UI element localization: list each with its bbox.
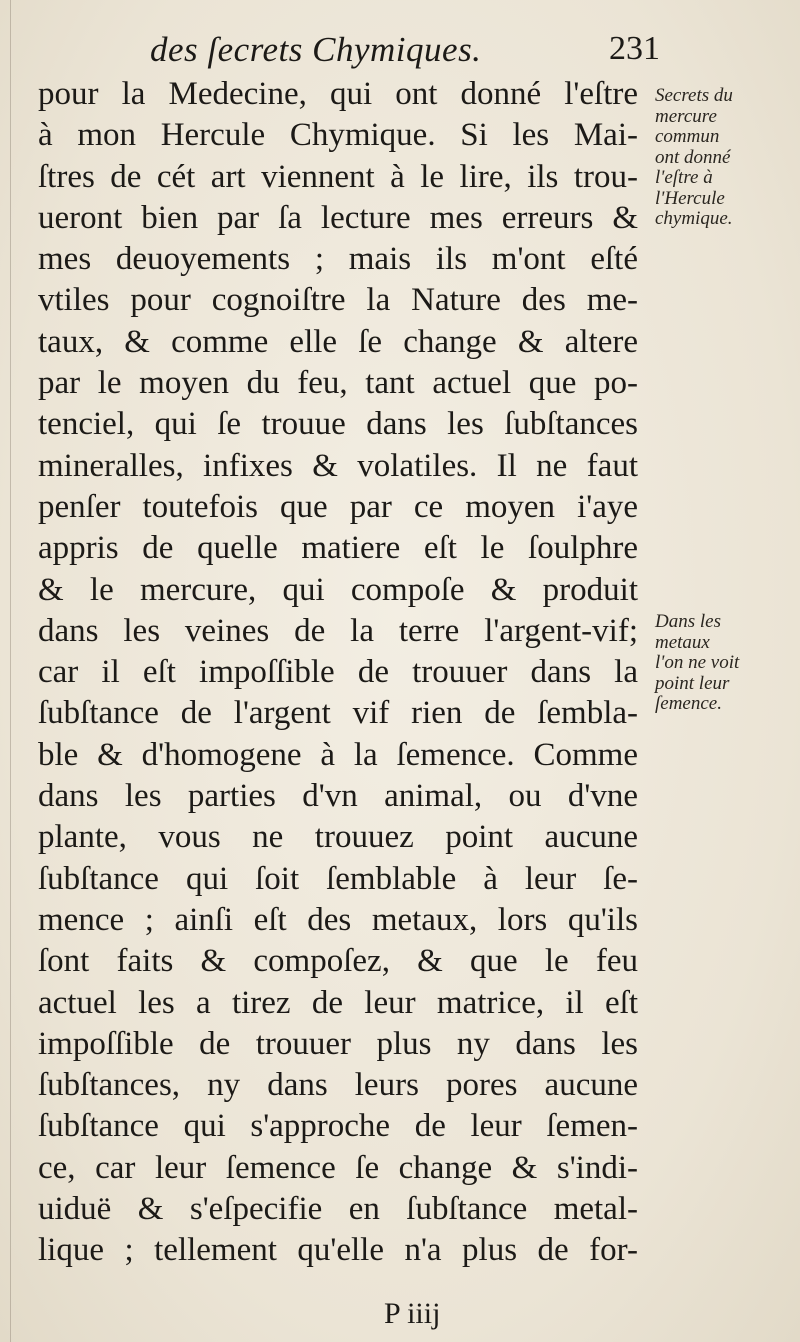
text-line: car il eſt impoſſible de trouuer dans la bbox=[38, 654, 638, 691]
page-header bbox=[150, 30, 660, 80]
margin-note-line: l'on ne voit bbox=[655, 652, 740, 673]
margin-note-line: l'Hercule bbox=[655, 187, 725, 209]
margin-note-line: Dans les bbox=[655, 611, 721, 632]
body-text bbox=[38, 74, 638, 1272]
page-edge-line bbox=[10, 0, 11, 1342]
margin-note bbox=[655, 612, 795, 715]
text-line: uiduë & s'eſpecifie en ſubſtance metal- bbox=[38, 1191, 638, 1228]
text-line: actuel les a tirez de leur matrice, il eſt bbox=[38, 984, 638, 1021]
text-line: & le mercure, qui compoſe & produit bbox=[38, 571, 638, 608]
text-line: à mon Hercule Chymique. Si les Mai- bbox=[38, 117, 638, 154]
margin-note-line: point leur bbox=[655, 672, 730, 694]
text-line: ſtres de cét art viennent à le lire, ils trou- bbox=[38, 158, 638, 195]
text-line: ſont faits & compoſez, & que le feu bbox=[38, 943, 638, 980]
margin-note-line: Secrets du bbox=[655, 85, 733, 106]
text-line: ſubſtance qui s'approche de leur ſemen- bbox=[38, 1108, 638, 1145]
text-line: penſer toutefois que par ce moyen i'aye bbox=[38, 488, 638, 525]
text-line: dans les veines de la terre l'argent-vif; bbox=[38, 612, 638, 649]
text-line: lique ; tellement qu'elle n'a plus de for- bbox=[38, 1232, 638, 1269]
margin-note bbox=[655, 86, 795, 230]
text-line: par le moyen du feu, tant actuel que po- bbox=[38, 365, 638, 402]
text-line: dans les parties d'vn animal, ou d'vne bbox=[38, 778, 638, 815]
margin-note-line: ſemence. bbox=[655, 693, 722, 714]
text-line: appris de quelle matiere eſt le ſoulphre bbox=[38, 530, 638, 567]
margin-note-line: l'eſtre à bbox=[655, 167, 713, 188]
page-number: 231 bbox=[609, 30, 660, 67]
text-line: ueront bien par ſa lecture mes erreurs & bbox=[38, 199, 638, 236]
text-line: ſubſtances, ny dans leurs pores aucune bbox=[38, 1067, 638, 1104]
text-line: ſubſtance de l'argent vif rien de ſembla- bbox=[38, 695, 638, 732]
text-line: tenciel, qui ſe trouue dans les ſubſtances bbox=[38, 406, 638, 443]
text-line: pour la Medecine, qui ont donné l'eſtre bbox=[38, 76, 638, 112]
text-line: taux, & comme elle ſe change & altere bbox=[38, 323, 638, 360]
margin-note-line: commun bbox=[655, 126, 720, 147]
margin-note-line: chymique. bbox=[655, 208, 733, 229]
text-line: vtiles pour cognoiſtre la Nature des me- bbox=[38, 282, 638, 319]
text-line: impoſſible de trouuer plus ny dans les bbox=[38, 1025, 638, 1062]
text-line: mes deuoyements ; mais ils m'ont eſté bbox=[38, 241, 638, 278]
signature-mark: P iiij bbox=[384, 1297, 441, 1330]
text-line: mence ; ainſi eſt des metaux, lors qu'ils bbox=[38, 901, 638, 938]
text-line: ble & d'homogene à la ſemence. Comme bbox=[38, 736, 638, 773]
text-line: mineralles, infixes & volatiles. Il ne faut bbox=[38, 447, 638, 484]
margin-note-line: mercure bbox=[655, 105, 717, 127]
text-line: ce, car leur ſemence ſe change & s'indi- bbox=[38, 1149, 638, 1186]
text-line: ſubſtance qui ſoit ſemblable à leur ſe- bbox=[38, 860, 638, 897]
running-title: des ſecrets Chymiques. bbox=[150, 30, 482, 69]
text-line: plante, vous ne trouuez point aucune bbox=[38, 819, 638, 856]
margin-note-line: ont donné bbox=[655, 146, 731, 168]
margin-note-line: metaux bbox=[655, 631, 710, 653]
